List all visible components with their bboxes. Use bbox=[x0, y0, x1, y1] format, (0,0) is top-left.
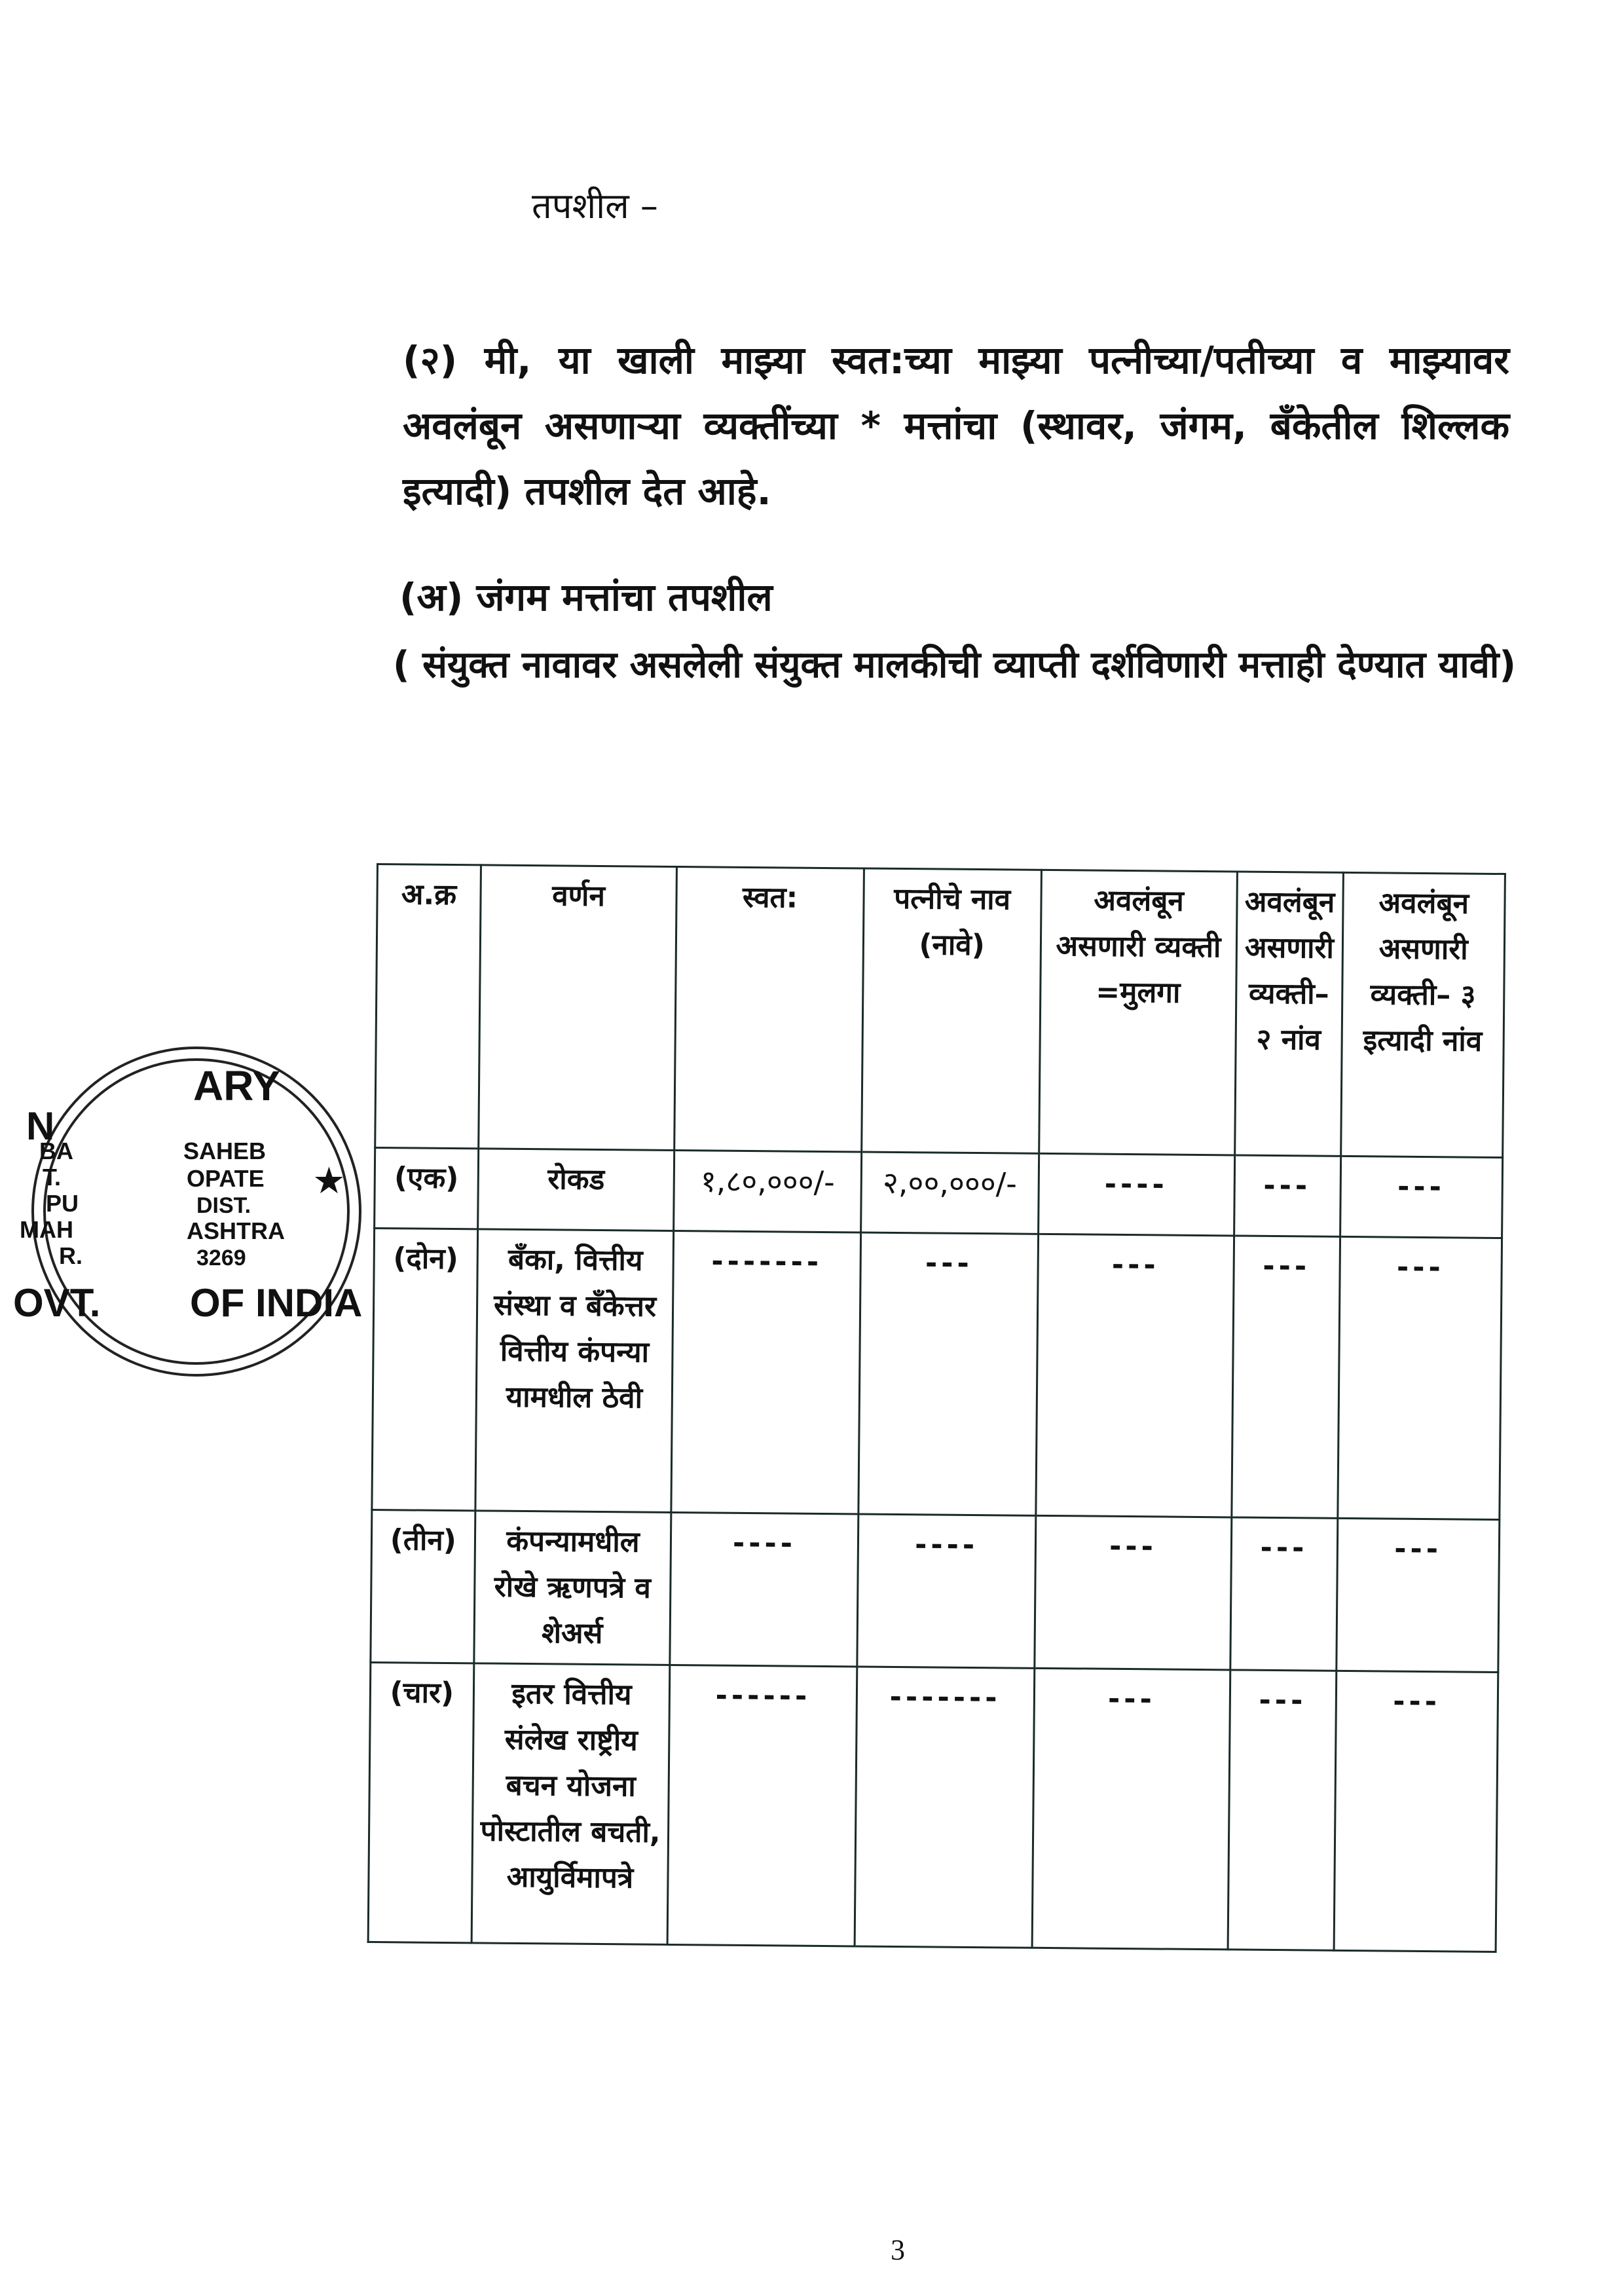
cell-self: ---- bbox=[670, 1512, 858, 1666]
cell-serial: (चार) bbox=[368, 1662, 473, 1942]
cell-dependent-1: ---- bbox=[1038, 1153, 1234, 1236]
header-self: स्वत: bbox=[674, 867, 864, 1152]
section-subtitle: ( संयुक्त नावावर असलेली संयुक्त मालकीची व्याप्ती दर्शविणारी मत्ताही देण्यात यावी) bbox=[393, 644, 1517, 686]
header-spouse: पत्नीचे नाव (नावे) bbox=[862, 868, 1041, 1153]
table-row bbox=[375, 1147, 1503, 1238]
svg-text:ARY: ARY bbox=[193, 1062, 280, 1109]
svg-text:OF INDIA: OF INDIA bbox=[190, 1281, 363, 1325]
svg-text:N: N bbox=[26, 1104, 55, 1148]
svg-text:OVT.: OVT. bbox=[13, 1281, 101, 1325]
svg-text:ASHTRA: ASHTRA bbox=[187, 1217, 285, 1244]
declaration-paragraph: (२) मी, या खाली माझ्या स्वत:च्या माझ्या पत्नीच्या/पतीच्या व माझ्यावर अवलंबून असणाऱ्या व्यक्तींच्या * मत्तांचा (स्थावर, जंगम, बँकेतील शिल्लक इत्यादी) तपशील देत आहे. bbox=[403, 338, 1509, 513]
cell-description: इतर वित्तीय संलेख राष्ट्रीय बचन योजना पोस्टातील बचती, आयुर्विमापत्रे bbox=[471, 1663, 670, 1945]
cell-description: कंपन्यामधील रोखे ऋणपत्रे व शेअर्स bbox=[474, 1511, 672, 1665]
svg-text:T.: T. bbox=[43, 1164, 62, 1191]
cell-dependent-1: --- bbox=[1032, 1668, 1230, 1950]
cell-dependent-3: --- bbox=[1336, 1518, 1499, 1672]
header-dependent-3: अवलंबून असणारी व्यक्ती– ३ इत्यादी नांव bbox=[1340, 872, 1505, 1157]
header-dependent-1: अवलंबून असणारी व्यक्ती =मुलगा bbox=[1039, 870, 1237, 1155]
svg-text:R.: R. bbox=[59, 1242, 83, 1269]
svg-text:BA: BA bbox=[39, 1138, 73, 1164]
cell-dependent-2: --- bbox=[1228, 1670, 1337, 1950]
cell-dependent-2: --- bbox=[1230, 1517, 1337, 1671]
cell-dependent-3: --- bbox=[1337, 1236, 1502, 1519]
cell-dependent-1: --- bbox=[1034, 1515, 1231, 1670]
cell-spouse: ------- bbox=[855, 1667, 1034, 1948]
header-dependent-2: अवलंबून असणारी व्यक्ती– २ नांव bbox=[1234, 872, 1343, 1156]
cell-serial: (एक) bbox=[375, 1147, 479, 1229]
cell-dependent-2: --- bbox=[1231, 1236, 1340, 1518]
movable-assets-table bbox=[367, 863, 1506, 1953]
section-title: (अ) जंगम मत्तांचा तपशील bbox=[399, 575, 773, 620]
svg-text:3269: 3269 bbox=[196, 1246, 246, 1270]
table-header-row bbox=[375, 864, 1505, 1158]
svg-text:PU: PU bbox=[46, 1190, 79, 1217]
svg-text:★: ★ bbox=[314, 1162, 344, 1199]
svg-text:DIST.: DIST. bbox=[196, 1193, 251, 1218]
cell-spouse: २,००,०००/- bbox=[860, 1152, 1039, 1234]
table-row bbox=[371, 1509, 1500, 1672]
cell-dependent-3: --- bbox=[1340, 1156, 1503, 1238]
cell-dependent-1: --- bbox=[1035, 1234, 1234, 1517]
table-row bbox=[372, 1228, 1502, 1519]
svg-text:OPATE: OPATE bbox=[187, 1165, 265, 1192]
svg-text:SAHEB: SAHEB bbox=[183, 1138, 267, 1164]
svg-text:MAH: MAH bbox=[20, 1216, 73, 1243]
cell-serial: (तीन) bbox=[371, 1509, 475, 1663]
page-heading: तपशील – bbox=[532, 185, 658, 227]
cell-serial: (दोन) bbox=[372, 1228, 477, 1510]
notary-seal-icon bbox=[0, 1009, 367, 1415]
cell-dependent-3: --- bbox=[1334, 1671, 1498, 1952]
cell-self: १,८०,०००/- bbox=[674, 1150, 862, 1232]
header-description: वर्णन bbox=[478, 865, 676, 1151]
cell-spouse: ---- bbox=[857, 1514, 1036, 1668]
cell-description: बँका, वित्तीय संस्था व बँकेत्तर वित्तीय कंपन्या यामधील ठेवी bbox=[475, 1229, 674, 1513]
cell-spouse: --- bbox=[858, 1232, 1038, 1515]
cell-dependent-2: --- bbox=[1234, 1155, 1340, 1236]
header-serial: अ.क्र bbox=[375, 864, 481, 1149]
page-number: 3 bbox=[891, 2234, 905, 2266]
cell-self: ------ bbox=[667, 1665, 857, 1946]
cell-self: ------- bbox=[671, 1231, 860, 1513]
cell-description: रोकड bbox=[477, 1149, 674, 1231]
table-row bbox=[368, 1662, 1498, 1952]
